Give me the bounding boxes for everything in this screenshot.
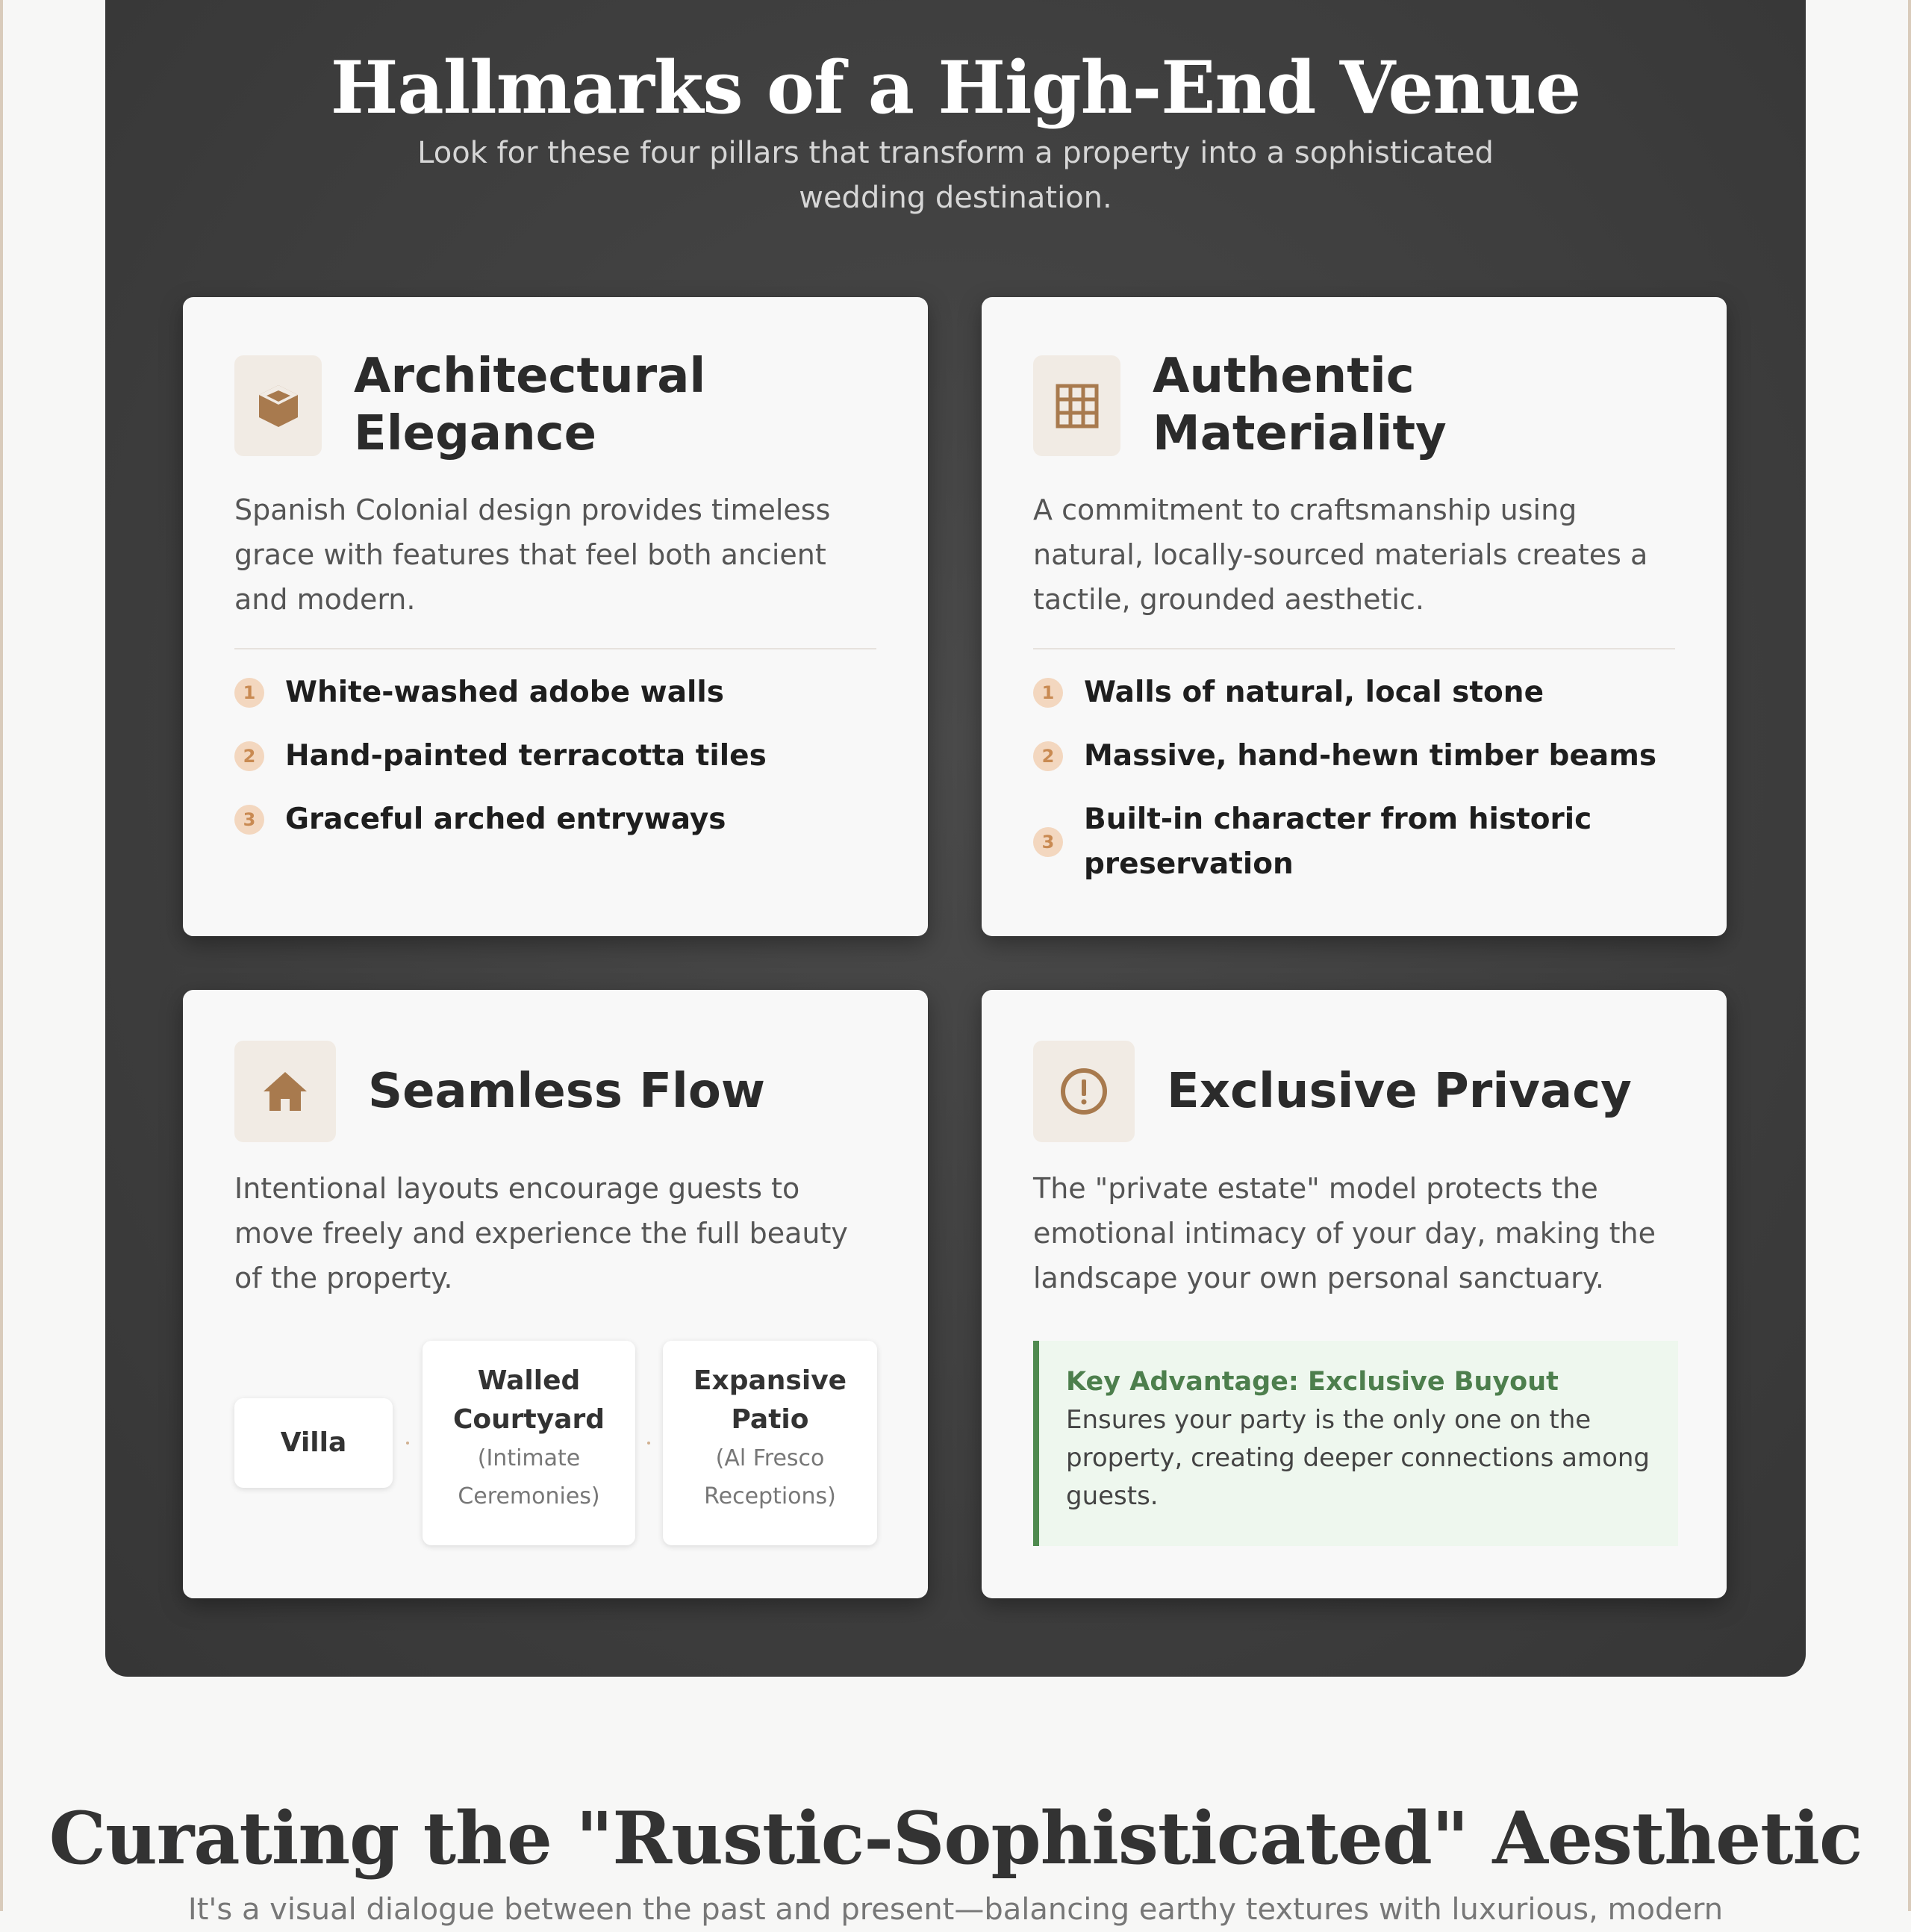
card-icon-box [234,355,322,456]
section-subtitle: It's a visual dialogue between the past and present—balancing earthy textures with luxurious, modern [187,1892,1724,1927]
card-description: Intentional layouts encourage guests to move freely and experience the full beauty of the property. [234,1172,848,1294]
page-border-right [1908,0,1911,1911]
card-title: Seamless Flow [368,1064,765,1119]
flow-connector [406,1442,409,1445]
list-item [1033,670,1690,715]
card-architectural-elegance [183,297,928,936]
number-badge: 2 [1033,741,1063,771]
card-title: Authentic Materiality [1153,349,1447,461]
flow-step-sub: (Intimate Ceremonies) [458,1445,600,1509]
feature-list [234,670,891,861]
divider [234,648,876,649]
list-item [234,734,891,779]
alert-circle-icon [1059,1067,1109,1116]
feature-text: Walls of natural, local stone [1084,676,1544,709]
hero-title: Hallmarks of a High-End Venue [330,46,1581,130]
card-icon-box [234,1041,336,1142]
list-item [234,797,891,842]
flow-step-name: Walled Courtyard [452,1365,605,1435]
number-badge: 2 [234,741,264,771]
flow-step-villa [234,1398,393,1488]
number-badge: 3 [1033,827,1063,857]
divider [1033,648,1675,649]
card-description: A commitment to craftsmanship using natural, locally-sourced materials creates a tactile, grounded aesthetic. [1033,493,1648,616]
card-authentic-materiality [982,297,1727,936]
section-title: Curating the "Rustic-Sophisticated" Aesthetic [49,1796,1862,1880]
page-border-left [0,0,3,1911]
feature-text: Built-in character from historic preservation [1084,803,1592,881]
flow-step-name: Villa [280,1427,347,1458]
hero-subtitle: Look for these four pillars that transform a property into a sophisticated wedding destination. [417,136,1494,215]
home-icon [262,1071,308,1112]
flow-diagram [234,1341,877,1550]
cube-icon [258,384,299,429]
advantage-text: Ensures your party is the only one on the property, creating deeper connections among guests. [1066,1405,1650,1511]
number-badge: 1 [234,678,264,708]
card-icon-box [1033,1041,1135,1142]
list-item [234,670,891,715]
card-title: Architectural Elegance [354,349,706,461]
list-item [1033,734,1690,779]
feature-text: Massive, hand-hewn timber beams [1084,739,1657,773]
grid-icon [1055,383,1100,429]
card-description: Spanish Colonial design provides timeless grace with features that feel both ancient and modern. [234,493,831,616]
feature-list [1033,670,1690,906]
card-title: Exclusive Privacy [1167,1064,1632,1119]
list-item [1033,797,1615,887]
flow-step-patio [663,1341,877,1545]
feature-text: White-washed adobe walls [285,676,724,709]
key-advantage-callout [1033,1341,1678,1546]
flow-step-name: Expansive Patio [693,1365,847,1435]
advantage-title: Key Advantage: Exclusive Buyout [1066,1367,1559,1397]
feature-text: Hand-painted terracotta tiles [285,739,767,773]
flow-connector [647,1442,650,1445]
number-badge: 1 [1033,678,1063,708]
card-exclusive-privacy [982,990,1727,1598]
flow-step-sub: (Al Fresco Receptions) [704,1445,836,1509]
feature-text: Graceful arched entryways [285,803,726,836]
card-description: The "private estate" model protects the emotional intimacy of your day, making the landscape your own personal sanctuary. [1033,1172,1656,1294]
flow-step-courtyard [423,1341,635,1545]
card-seamless-flow [183,990,928,1598]
card-icon-box [1033,355,1120,456]
number-badge: 3 [234,805,264,835]
